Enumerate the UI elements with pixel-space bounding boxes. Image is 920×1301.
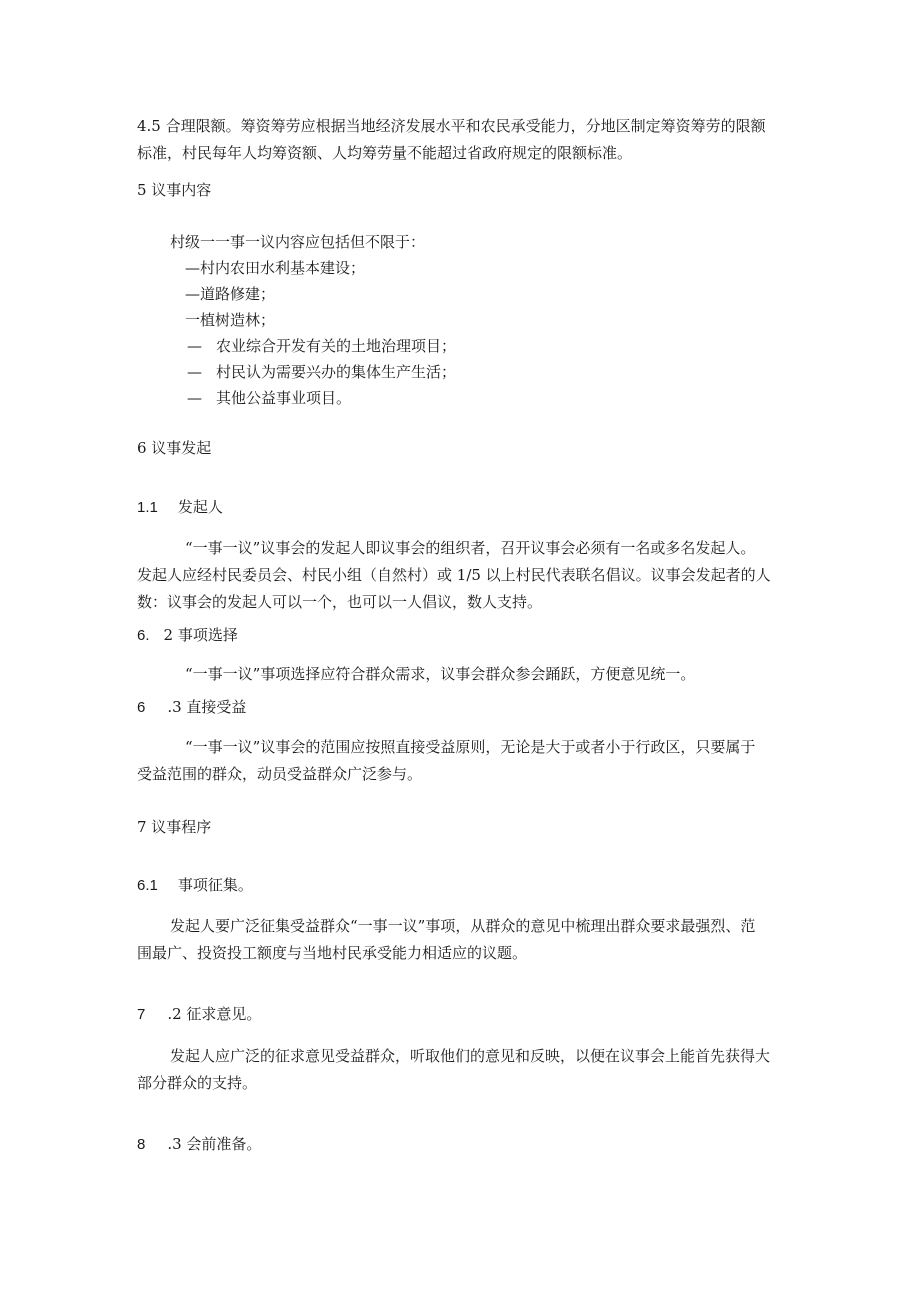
list-item — [187, 362, 456, 382]
paragraph-line: “一事一议”议事会的范围应按照直接受益原则，无论是大于或者小于行政区，只要属于 — [185, 738, 756, 756]
heading-section-7: 7 议事程序 — [137, 818, 212, 836]
subheading-title: 2 事项选择 — [163, 626, 238, 644]
list-item-text: 其他公益事业项目。 — [216, 389, 352, 407]
para-4-5-line-2: 标准，村民每年人均筹资额、人均筹劳量不能超过省政府规定的限额标准。 — [137, 144, 633, 162]
subheading-number: 6. — [137, 627, 150, 644]
list-dash: — — [187, 389, 202, 407]
subheading-7-1 — [137, 875, 253, 896]
list-dash: — — [187, 363, 202, 381]
subheading-number: 1.1 — [137, 499, 158, 516]
heading-section-6: 6 议事发起 — [137, 439, 212, 457]
para-4-5-line-1: 4.5 合理限额。筹资筹劳应根据当地经济发展水平和农民承受能力，分地区制定筹资筹劳的限额 — [137, 117, 766, 135]
subheading-number: 6 — [137, 699, 146, 716]
subheading-title: .3 会前准备。 — [167, 1135, 262, 1153]
subheading-title: 事项征集。 — [177, 876, 253, 894]
heading-section-5: 5 议事内容 — [137, 181, 212, 199]
list-item: —道路修建； — [185, 285, 276, 303]
paragraph-line: “一事一议”议事会的发起人即议事会的组织者，召开议事会必须有一名或多名发起人。 — [185, 539, 756, 557]
list-dash: — — [187, 337, 202, 355]
paragraph-line: 围最广、投资投工额度与当地村民承受能力相适应的议题。 — [137, 944, 528, 962]
list-item — [187, 336, 456, 356]
subheading-title: .3 直接受益 — [167, 698, 247, 716]
subheading-6-1 — [137, 497, 223, 518]
subheading-7-2 — [137, 1004, 261, 1025]
section-5-intro: 村级一一事一议内容应包括但不限于： — [170, 233, 426, 251]
subheading-number: 7 — [137, 1006, 146, 1023]
subheading-number: 8 — [137, 1136, 146, 1153]
paragraph-line: 受益范围的群众，动员受益群众广泛参与。 — [137, 765, 423, 783]
paragraph-line: 发起人应经村民委员会、村民小组（自然村）或 1/5 以上村民代表联名倡议。议事会发起者的人 — [137, 566, 771, 584]
paragraph-line: 发起人应广泛的征求意见受益群众，听取他们的意见和反映，以便在议事会上能首先获得大 — [170, 1047, 771, 1065]
paragraph-line: 发起人要广泛征集受益群众“一事一议”事项，从群众的意见中梳理出群众要求最强烈、范 — [170, 917, 756, 935]
subheading-6-3 — [137, 697, 246, 718]
list-item-text: 村民认为需要兴办的集体生产生活； — [216, 363, 457, 381]
paragraph-line: 数：议事会的发起人可以一个，也可以一人倡议，数人支持。 — [137, 593, 543, 611]
paragraph-line: 部分群众的支持。 — [137, 1074, 258, 1092]
list-item-text: 农业综合开发有关的土地治理项目； — [216, 337, 457, 355]
subheading-6-2 — [137, 625, 238, 646]
list-item — [187, 388, 351, 408]
subheading-title: .2 征求意见。 — [167, 1005, 262, 1023]
subheading-number: 6.1 — [137, 877, 158, 894]
paragraph-line: “一事一议”事项选择应符合群众需求，议事会群众参会踊跃，方便意见统一。 — [185, 665, 696, 683]
list-item: 一植树造林； — [185, 311, 276, 329]
subheading-7-3 — [137, 1134, 261, 1155]
list-item: —村内农田水利基本建设； — [185, 259, 366, 277]
subheading-title: 发起人 — [177, 498, 223, 516]
